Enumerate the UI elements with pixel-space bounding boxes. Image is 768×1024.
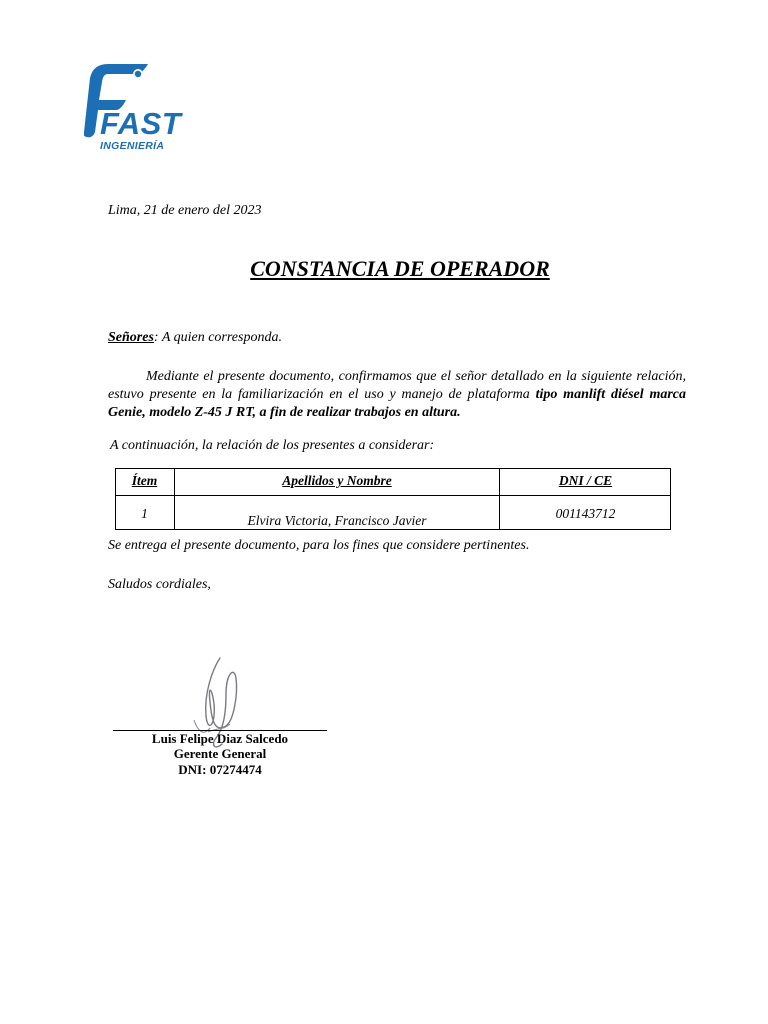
salutation: [108, 330, 282, 346]
table-cell-item: 1: [115, 496, 175, 530]
table-cell-id: 001143712: [555, 506, 616, 521]
intro-paragraph: [108, 368, 686, 422]
closing-regards: Saludos cordiales,: [108, 577, 211, 592]
signer-role: Gerente General: [173, 746, 267, 761]
table-cell-name: Elvira Victoria, Francisco Javier: [175, 496, 500, 530]
logo-subtitle: INGENIERÍA: [100, 140, 165, 152]
table-header-item: Ítem: [115, 468, 175, 496]
table-header-name: Apellidos y Nombre: [175, 468, 500, 496]
intro-bold-text: tipo manlift diésel marca Genie, modelo Z-45 J RT, a fin de realizar trabajos en altura.: [108, 387, 686, 420]
signer-id: DNI: 07274474: [178, 762, 262, 777]
salutation-label: Señores: [108, 330, 154, 345]
closing-sentence: Se entrega el presente documento, para los fines que considere pertinentes.: [108, 538, 530, 553]
place-date: Lima, 21 de enero del 2023: [108, 203, 262, 218]
table-header-id: DNI / CE: [500, 468, 671, 496]
intro-text: Mediante el presente documento, confirmamos que el señor detallado en la siguiente relación, estuvo presente en la familiarización en el uso y manejo de plataforma: [108, 369, 686, 402]
relation-intro: A continuación, la relación de los presentes a considerar:: [110, 438, 435, 453]
salutation-text: : A quien corresponda.: [153, 330, 282, 345]
logo-brand-text: FAST: [100, 106, 182, 141]
document-title: CONSTANCIA DE OPERADOR: [250, 256, 550, 281]
attendees-table: [115, 468, 671, 530]
signer-name: Luis Felipe Diaz Salcedo: [151, 731, 289, 746]
